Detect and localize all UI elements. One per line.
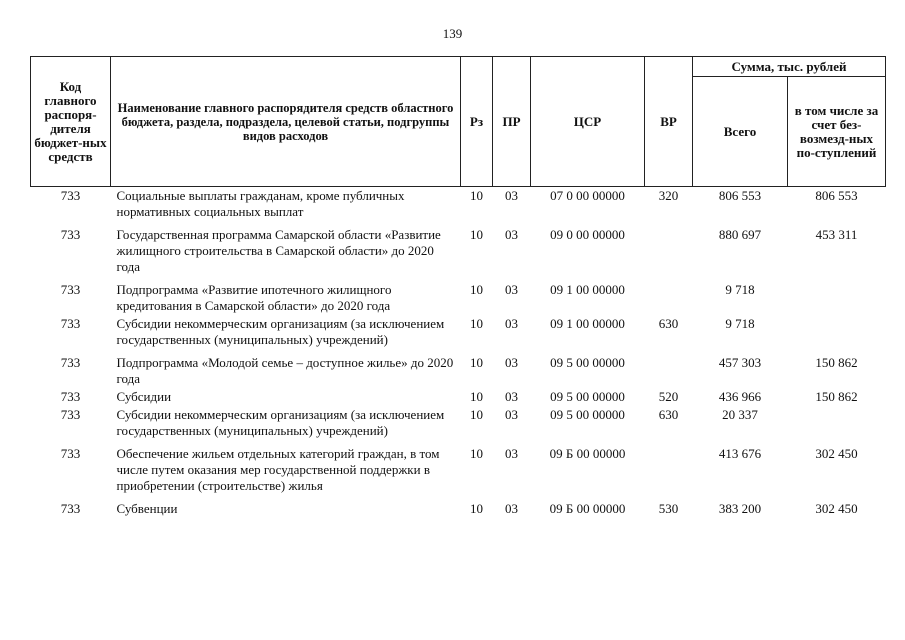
cell-gratis [788,315,886,349]
table-row [31,221,886,276]
header-rz: Рз [461,57,493,187]
cell-gratis: 150 862 [815,355,858,370]
cell-pr: 03 [505,282,518,297]
cell-gratis [788,276,886,315]
cell-gratis: 150 862 [815,389,858,404]
header-total: Всего [693,77,788,187]
cell-code: 733 [60,282,81,297]
cell-name: Субсидии [116,389,172,404]
header-vr: ВР [645,57,693,187]
cell-csr: 09 5 00 00000 [550,389,625,404]
cell-vr [645,440,693,495]
budget-table [30,56,886,518]
cell-rz: 10 [470,407,483,422]
cell-total: 9 718 [725,282,755,297]
cell-code: 733 [60,188,81,203]
cell-csr: 09 5 00 00000 [550,355,625,370]
cell-rz: 10 [470,282,483,297]
cell-vr: 630 [658,407,679,422]
cell-total: 20 337 [722,407,758,422]
cell-vr: 320 [658,188,679,203]
cell-pr: 03 [505,407,518,422]
cell-pr: 03 [505,355,518,370]
cell-csr: 09 Б 00 00000 [549,446,626,461]
table-row [31,495,886,518]
cell-rz: 10 [470,316,483,331]
table-body [31,187,886,519]
cell-gratis: 302 450 [815,446,858,461]
cell-vr [645,221,693,276]
header-pr: ПР [493,57,531,187]
cell-total: 806 553 [718,188,762,203]
cell-rz: 10 [470,501,483,516]
cell-name: Субсидии некоммерческим организациям (за исключением государственных (муниципальных) учреждений) [116,316,445,347]
table-row [31,315,886,349]
cell-pr: 03 [505,316,518,331]
cell-total: 880 697 [718,227,762,242]
cell-code: 733 [60,407,81,422]
header-sum: Сумма, тыс. рублей [693,57,886,77]
cell-rz: 10 [470,227,483,242]
table-row [31,187,886,222]
cell-total: 457 303 [718,355,762,370]
cell-gratis [788,406,886,440]
table-row [31,349,886,388]
cell-vr [645,276,693,315]
table-row [31,440,886,495]
cell-gratis: 453 311 [815,227,858,242]
cell-name: Социальные выплаты гражданам, кроме публичных нормативных социальных выплат [116,188,405,219]
cell-total: 9 718 [725,316,755,331]
cell-rz: 10 [470,355,483,370]
header-csr: ЦСР [531,57,645,187]
cell-total: 436 966 [718,389,762,404]
cell-pr: 03 [505,389,518,404]
cell-rz: 10 [470,446,483,461]
header-code: Код главного распоря-дителя бюджет-ных средств [31,57,111,187]
cell-csr: 09 5 00 00000 [550,407,625,422]
cell-gratis: 806 553 [815,188,858,203]
cell-name: Государственная программа Самарской области «Развитие жилищного строительства в Самарской области» до 2020 года [116,227,441,274]
cell-pr: 03 [505,227,518,242]
cell-rz: 10 [470,389,483,404]
cell-rz: 10 [470,188,483,203]
cell-csr: 09 0 00 00000 [550,227,625,242]
cell-code: 733 [60,446,81,461]
cell-name: Подпрограмма «Молодой семье – доступное жилье» до 2020 года [116,355,454,386]
cell-pr: 03 [505,446,518,461]
cell-csr: 09 1 00 00000 [550,282,625,297]
cell-vr: 530 [658,501,679,516]
cell-code: 733 [60,389,81,404]
cell-total: 383 200 [718,501,762,516]
cell-code: 733 [60,227,81,242]
cell-pr: 03 [505,188,518,203]
cell-code: 733 [60,501,81,516]
page-number: 139 [442,26,463,41]
cell-gratis: 302 450 [815,501,858,516]
cell-vr [645,349,693,388]
table-row [31,388,886,406]
cell-name: Субсидии некоммерческим организациям (за исключением государственных (муниципальных) учреждений) [116,407,445,438]
cell-csr: 09 Б 00 00000 [549,501,626,516]
cell-code: 733 [60,355,81,370]
cell-csr: 07 0 00 00000 [550,188,625,203]
header-name: Наименование главного распорядителя средств областного бюджета, раздела, подраздела, целевой статьи, подгруппы видов расходов [111,57,461,187]
cell-vr: 630 [658,316,679,331]
cell-name: Субвенции [116,501,178,516]
cell-pr: 03 [505,501,518,516]
cell-name: Подпрограмма «Развитие ипотечного жилищного кредитования в Самарской области» до 2020 года [116,282,392,313]
table-row [31,406,886,440]
table-row [31,276,886,315]
header-gratis: в том числе за счет без-возмезд-ных по-ступлений [788,77,886,187]
table-header [31,57,886,187]
cell-csr: 09 1 00 00000 [550,316,625,331]
cell-vr: 520 [658,389,679,404]
cell-name: Обеспечение жильем отдельных категорий граждан, в том числе путем оказания мер государственной поддержки в приобретении (строительстве) жилья [116,446,440,493]
cell-code: 733 [60,316,81,331]
cell-total: 413 676 [718,446,762,461]
